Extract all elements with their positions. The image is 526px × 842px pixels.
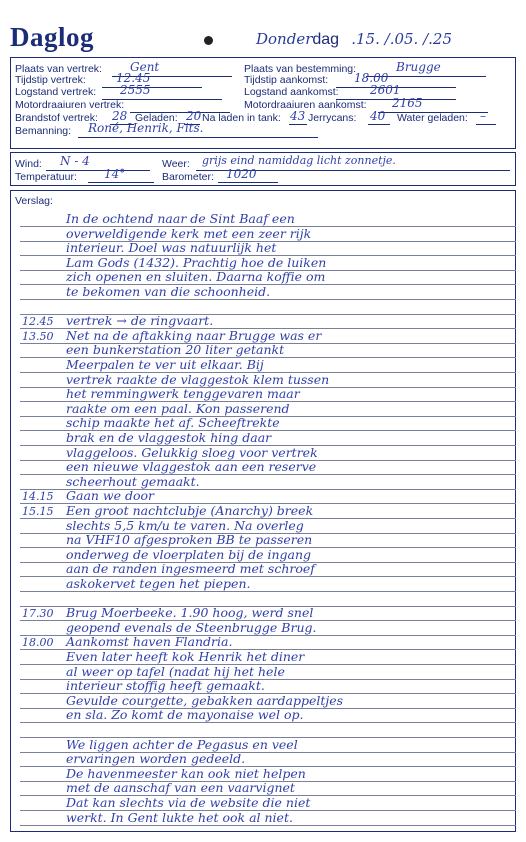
report-line[interactable]: geopend evenals de Steenbrugge Brug.	[66, 619, 317, 635]
hole-punch-dot	[204, 36, 213, 45]
jerrycans-label: Jerrycans:	[308, 112, 357, 124]
report-line[interactable]: scheerhout gemaakt.	[66, 473, 200, 489]
log-aankomst-label: Logstand aankomst:	[244, 86, 339, 98]
report-line[interactable]: aan de randen ingesmeerd met schroef	[66, 561, 315, 577]
log-vertrek-field[interactable]: 2555	[120, 83, 151, 97]
report-line[interactable]: raakte om een paal. Kon passerend	[66, 400, 290, 416]
bestemming-field[interactable]: Brugge	[396, 60, 441, 74]
water-field[interactable]: –	[480, 109, 486, 123]
tijd-vertrek-field[interactable]: 12.45	[116, 71, 151, 85]
geladen-field[interactable]: 20	[186, 109, 202, 123]
wind-field[interactable]: N - 4	[60, 154, 90, 168]
date-line	[256, 30, 452, 49]
ruled-line	[20, 591, 516, 592]
bemanning-label: Bemanning:	[15, 125, 72, 137]
brandstof-label: Brandstof vertrek:	[15, 112, 98, 124]
tijd-vertrek-label: Tijdstip vertrek:	[15, 74, 86, 86]
water-label: Water geladen:	[397, 112, 468, 124]
tijd-aankomst-label: Tijdstip aankomst:	[244, 74, 329, 86]
report-label: Verslag:	[15, 195, 53, 207]
date-value[interactable]: .15. /.05. /.25	[351, 30, 452, 48]
ruled-line	[20, 299, 516, 300]
report-line[interactable]: interieur. Doel was natuurlijk het	[66, 240, 277, 256]
bemanning-field[interactable]: Roné, Henrik, Fits.	[88, 121, 204, 135]
report-line[interactable]: het remmingwerk tenggevaren maar	[66, 386, 300, 402]
wind-label: Wind:	[15, 158, 42, 170]
report-line[interactable]: Net na de aftakking naar Brugge was er	[66, 327, 322, 343]
report-line[interactable]: met de aanschaf van een vaarvignet	[66, 780, 295, 796]
report-line[interactable]: zich openen en sluiten. Daarna koffie om	[66, 269, 326, 285]
na-laden-label: Na laden in tank:	[202, 112, 281, 124]
brandstof-field[interactable]: 28	[112, 109, 128, 123]
day-suffix: dag	[312, 31, 340, 48]
page-title: Daglog	[10, 22, 94, 52]
report-line[interactable]: We liggen achter de Pegasus en veel	[66, 736, 298, 752]
log-vertrek-label: Logstand vertrek:	[15, 86, 97, 98]
ruled-line	[20, 825, 516, 826]
weer-field[interactable]: grijs eind namiddag licht zonnetje.	[202, 154, 396, 167]
report-time: 13.50	[22, 329, 54, 343]
report-time: 17.30	[22, 607, 54, 621]
report-line[interactable]: een bunkerstation 20 liter getankt	[66, 342, 285, 358]
report-time: 15.15	[22, 505, 54, 518]
temp-field[interactable]: 14°	[104, 167, 126, 181]
na-laden-field[interactable]: 43	[290, 109, 306, 123]
report-line[interactable]: vertrek → de ringvaart.	[66, 313, 214, 329]
tijd-aankomst-field[interactable]: 18.00	[354, 71, 389, 85]
jerrycans-field[interactable]: 40	[370, 109, 386, 123]
geladen-label: Geladen:	[135, 112, 178, 124]
motor-vertrek-label: Motordraaiuren vertrek:	[15, 99, 125, 111]
vertrek-field[interactable]: Gent	[130, 60, 160, 74]
report-line[interactable]: Een groot nachtclubje (Anarchy) breek	[66, 503, 314, 518]
report-line[interactable]: schip maakte het af. Scheeftrekte	[66, 415, 280, 431]
report-line[interactable]: Dat kan slechts via de website die niet	[66, 795, 311, 810]
report-line[interactable]: overweldigende kerk met een zeer rijk	[66, 225, 312, 241]
report-line[interactable]: Brug Moerbeeke. 1.90 hoog, werd snel	[66, 605, 314, 621]
report-line[interactable]: De havenmeester kan ook niet helpen	[66, 765, 306, 781]
weer-label: Weer:	[162, 158, 190, 170]
report-line[interactable]: vlaggeloos. Gelukkig sloeg voor vertrek	[66, 444, 318, 460]
report-line[interactable]: Gaan we door	[66, 488, 155, 504]
report-line[interactable]: Even later heeft kok Henrik het diner	[66, 649, 305, 664]
report-line[interactable]: een nieuwe vlaggestok aan een reserve	[66, 459, 317, 475]
report-time: 18.00	[22, 636, 54, 650]
motor-aankomst-field[interactable]: 2165	[392, 96, 423, 110]
report-line[interactable]: interieur stoffig heeft gemaakt.	[66, 678, 265, 694]
report-time: 12.45	[22, 315, 54, 329]
report-line[interactable]: onderweg de vloerplaten bij de ingang	[66, 546, 312, 562]
report-line[interactable]: brak en de vlaggestok hing daar	[66, 430, 272, 445]
vertrek-label: Plaats van vertrek:	[15, 63, 102, 75]
report-line[interactable]: Meerpalen te ver uit elkaar. Bij	[66, 357, 264, 372]
ruled-line	[20, 722, 516, 723]
day-written[interactable]: Donder	[256, 30, 313, 48]
report-line[interactable]: na VHF10 afgesproken BB te passeren	[66, 532, 313, 548]
report-line[interactable]: In de ochtend naar de Sint Baaf een	[66, 211, 295, 226]
motor-aankomst-label: Motordraaiuren aankomst:	[244, 99, 367, 111]
report-line[interactable]: vertrek raakte de vlaggestok klem tussen	[66, 371, 330, 387]
report-line[interactable]: askokervet tegen het piepen.	[66, 576, 251, 591]
report-line[interactable]: werkt. In Gent lukte het ook al niet.	[66, 809, 293, 825]
baro-field[interactable]: 1020	[226, 167, 257, 181]
bestemming-label: Plaats van bestemming:	[244, 63, 357, 75]
report-line[interactable]: Lam Gods (1432). Prachtig hoe de luiken	[66, 254, 327, 270]
report-line[interactable]: te bekomen van die schoonheid.	[66, 284, 271, 299]
log-aankomst-field[interactable]: 2601	[370, 83, 401, 97]
report-line[interactable]: al weer op tafel (nadat hij het hele	[66, 663, 285, 679]
baro-label: Barometer:	[162, 171, 214, 183]
report-line[interactable]: Gevulde courgette, gebakken aardappeltjes	[66, 692, 344, 708]
report-time: 14.15	[22, 490, 54, 504]
report-line[interactable]: ervaringen worden gedeeld.	[66, 751, 246, 767]
temp-label: Temperatuur:	[15, 171, 77, 183]
report-line[interactable]: en sla. Zo komt de mayonaise wel op.	[66, 707, 304, 723]
report-line[interactable]: Aankomst haven Flandria.	[66, 634, 233, 650]
report-line[interactable]: slechts 5,5 km/u te varen. Na overleg	[66, 517, 304, 533]
